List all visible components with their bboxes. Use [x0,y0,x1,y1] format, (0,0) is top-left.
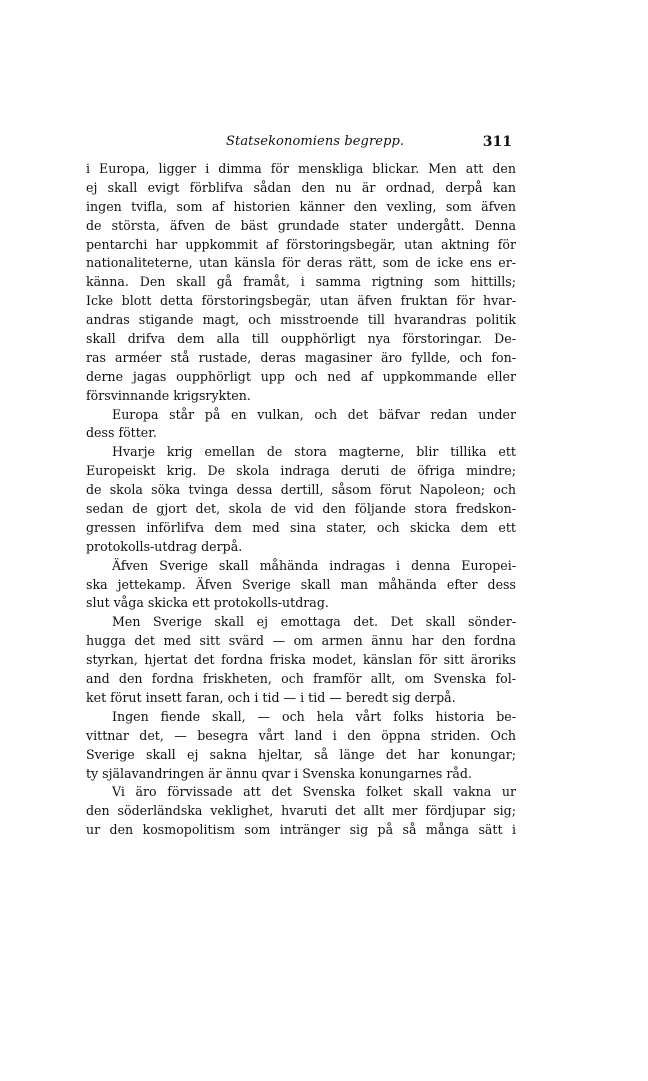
running-head [86,134,512,152]
text-line: derne jagas oupphörligt upp och ned af uppkommande eller [86,368,516,384]
text-line: Hvarje krig emellan de stora magterne, blir tillika ett [112,444,516,460]
text-line: vittnar det, — besegra vårt land i den öppna striden. Och [86,727,516,743]
text-line: de största, äfven de bäst grundade stater undergått. Denna [86,217,516,233]
text-line: de skola söka tvinga dessa dertill, såsom förut Napoleon; och [86,482,516,498]
text-line: i Europa, ligger i dimma för menskliga blickar. Men att den [86,161,516,176]
text-line: ur den kosmopolitism som intränger sig på så många sätt i [86,822,516,838]
text-line: pentarchi har uppkommit af förstoringsbegär, utan aktning för [86,236,516,252]
text-line: Europeiskt krig. De skola indraga deruti de öfriga mindre; [86,463,516,479]
text-line: hugga det med sitt svärd — om armen ännu har den fordna [86,633,516,649]
text-line: känna. Den skall gå framåt, i samma rigtning som hittills; [86,274,516,290]
running-head-title: Statsekonomiens begrepp. [226,134,405,149]
text-line: ket förut insett faran, och i tid — i tid — beredt sig derpå. [86,689,456,705]
text-line: Ingen fiende skall, — och hela vårt folks historia be- [112,708,516,724]
text-line: gressen införlifva dem med sina stater, och skicka dem ett [86,519,516,535]
text-line: Icke blott detta förstoringsbegär, utan äfven fruktan för hvar- [86,293,516,309]
text-line: Äfven Sverige skall måhända indragas i denna Europei- [112,557,516,573]
text-line: ska jettekamp. Äfven Sverige skall man måhända efter dess [86,576,516,592]
text-line: styrkan, hjertat det fordna friska modet, känslan för sitt äroriks [86,652,516,668]
page-number: 311 [482,134,512,150]
text-line: skall drifva dem alla till oupphörligt nya förstoringar. De- [86,331,516,347]
text-line: ty själavandringen är ännu qvar i Svenska konungarnes råd. [86,765,472,781]
text-line: dess fötter. [86,425,157,441]
text-line: sedan de gjort det, skola de vid den följande stora fredskon- [86,501,516,517]
text-line: ras arméer stå rustade, deras magasiner äro fyllde, och fon- [86,349,516,365]
text-line: andras stigande magt, och misstroende till hvarandras politik [86,312,516,328]
text-line: Vi äro förvissade att det Svenska folket skall vakna ur [112,784,516,800]
text-line: Sverige skall ej sakna hjeltar, så länge det har konungar; [86,746,516,762]
text-line: and den fordna friskheten, och framför allt, om Svenska fol- [86,671,516,687]
text-line: Europa står på en vulkan, och det bäfvar redan under [112,406,516,422]
text-line: slut våga skicka ett protokolls-utdrag. [86,595,329,611]
text-line: ej skall evigt förblifva sådan den nu är ordnad, derpå kan [86,179,516,195]
text-line: Men Sverige skall ej emottaga det. Det skall sönder- [112,614,516,630]
text-line: ingen tvifla, som af historien känner den vexling, som äfven [86,198,516,214]
text-line: den söderländska veklighet, hvaruti det allt mer fördjupar sig; [86,803,516,819]
text-line: protokolls-utdrag derpå. [86,538,243,554]
text-line: försvinnande krigsrykten. [86,387,251,403]
text-line: nationaliteterne, utan känsla för deras rätt, som de icke ens er- [86,255,516,271]
body-text [86,160,516,840]
